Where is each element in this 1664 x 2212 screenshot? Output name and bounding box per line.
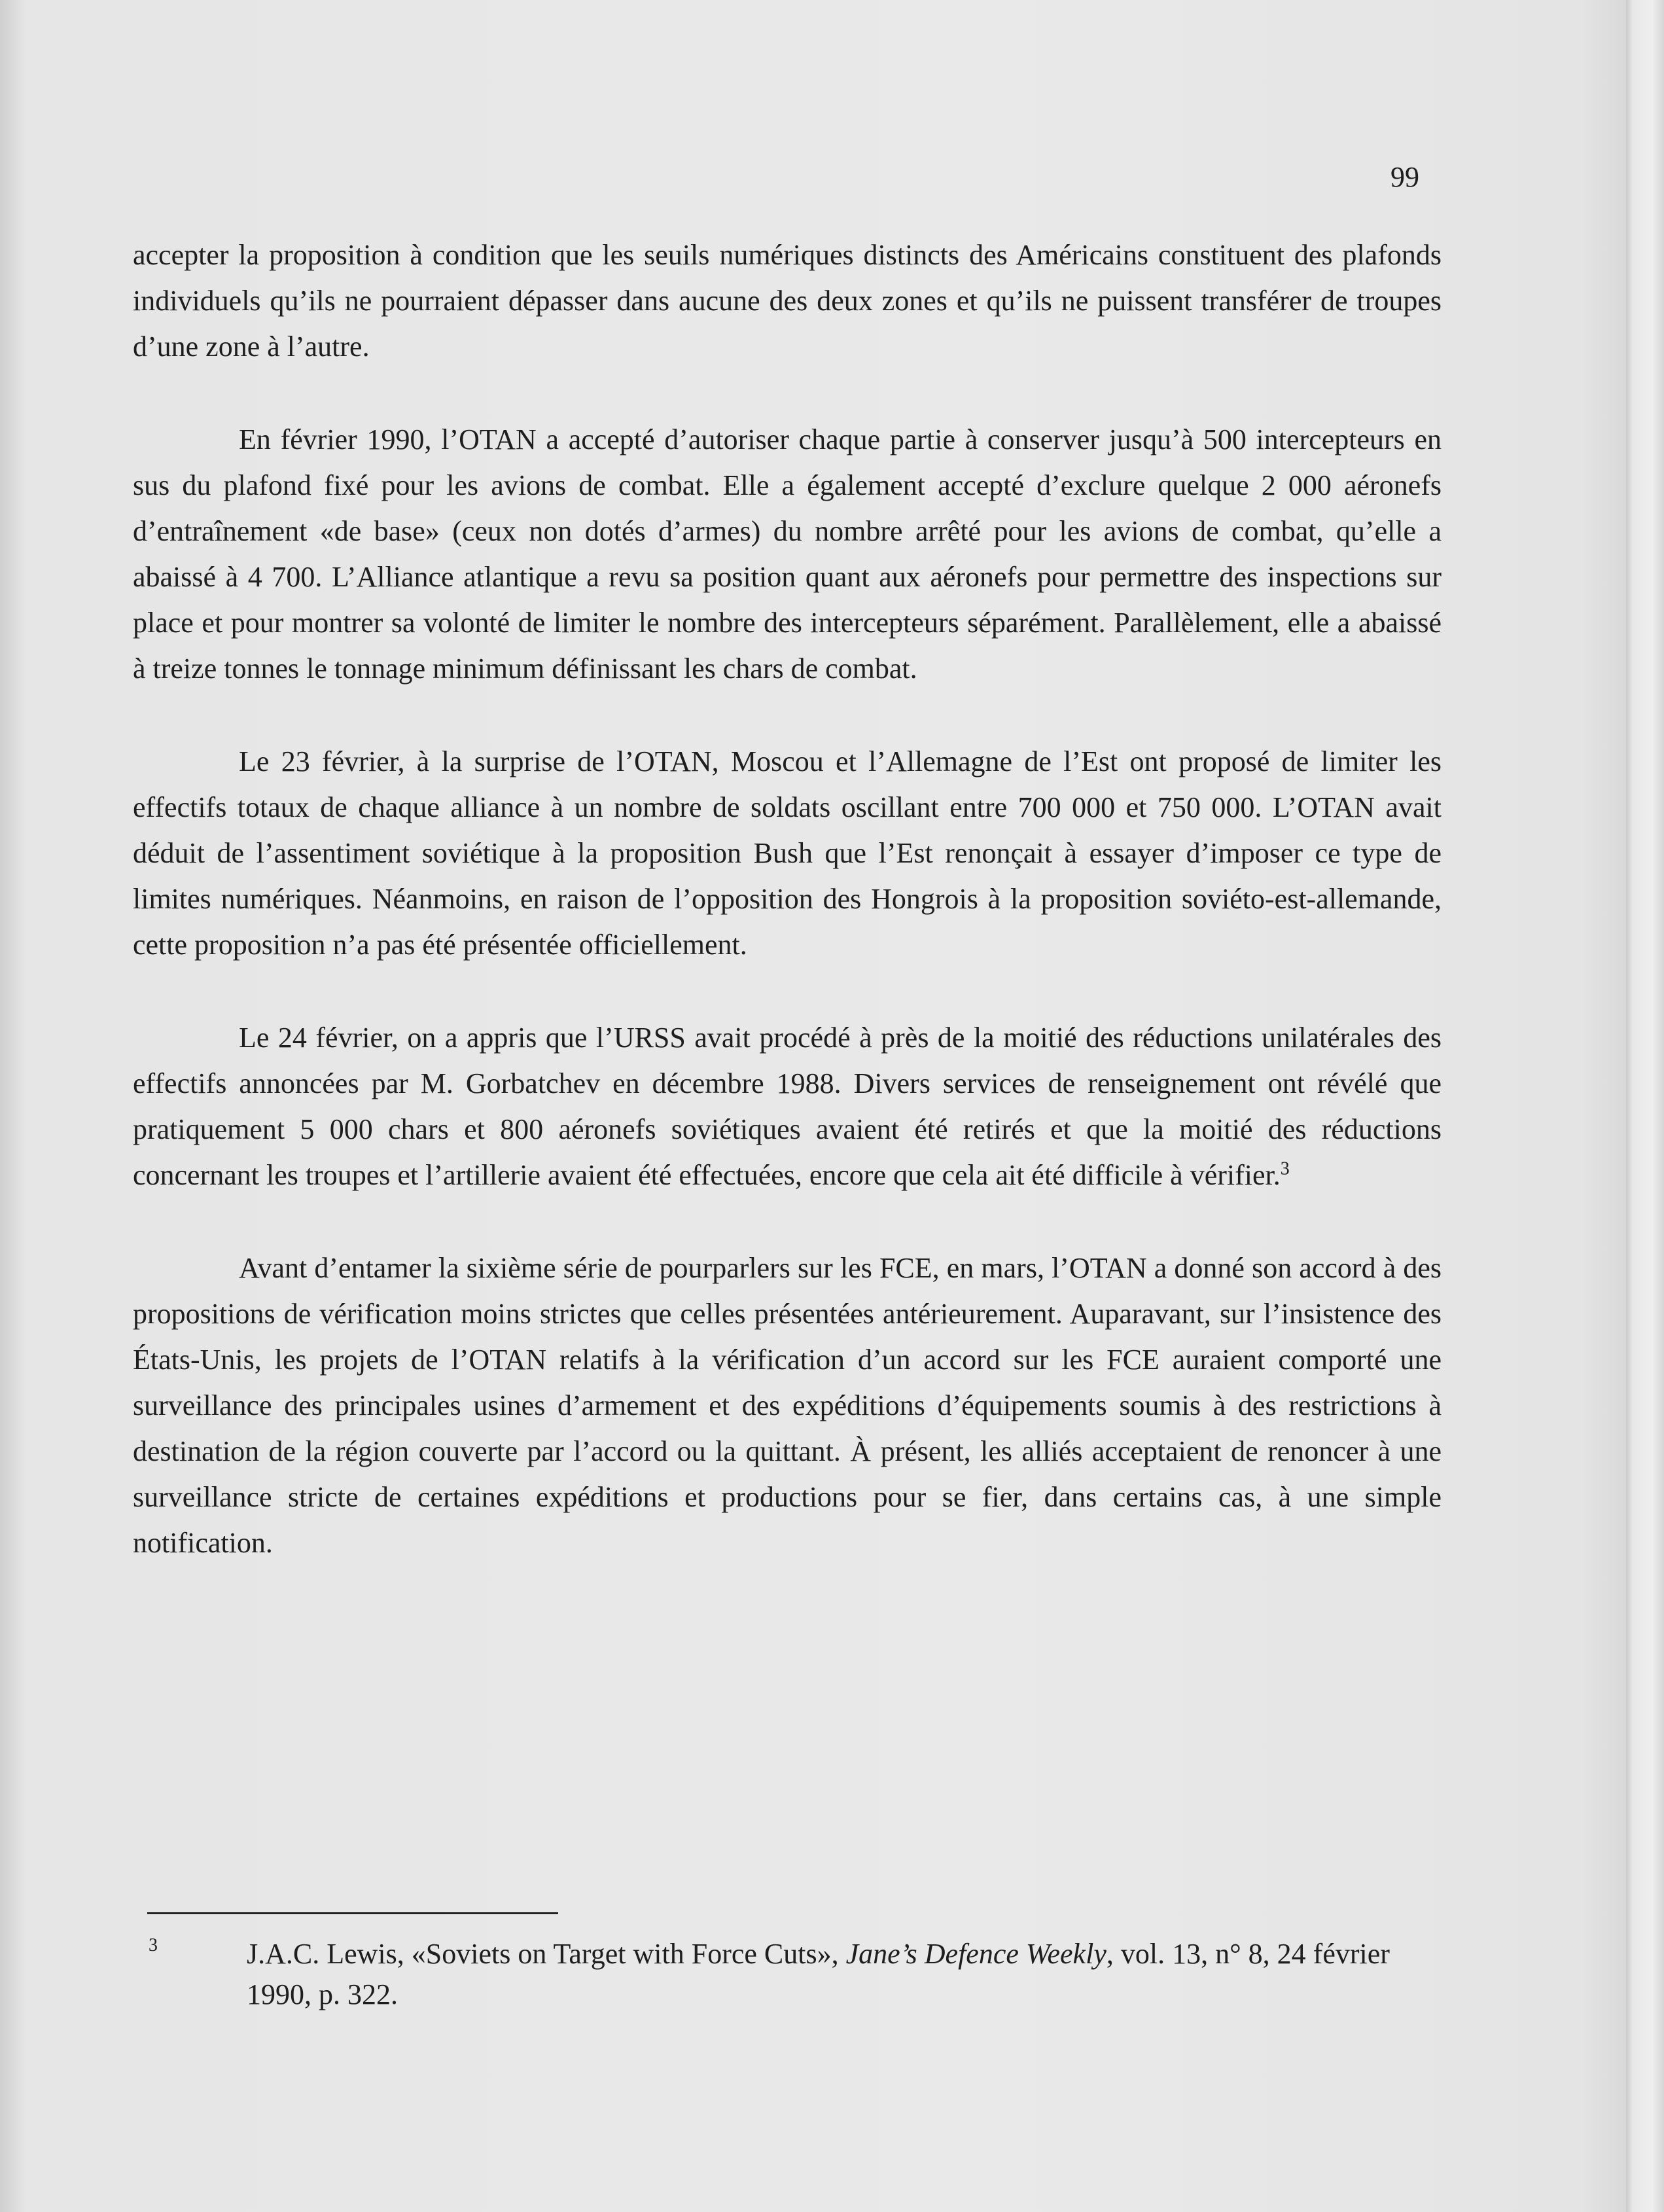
page-edge-shadow (1626, 0, 1664, 2212)
paragraph-1-text: accepter la proposition à condition que les seuils numériques distincts des Américains constituent des plafonds individuels qu’ils ne pourraient dépasser dans aucune des deux zones et qu’ils ne puissent transférer de troupes d’une zone à l’autre. (133, 239, 1442, 363)
paragraph-5 (133, 1245, 1442, 1566)
footnote-reference[interactable]: 3 (1280, 1158, 1290, 1179)
footnote-publication-title: Jane’s Defence Weekly (845, 1938, 1106, 1970)
footnote-separator (147, 1912, 558, 1914)
body-text (133, 232, 1442, 1613)
paragraph-3-text: Le 23 février, à la surprise de l’OTAN, Moscou et l’Allemagne de l’Est ont proposé de limiter les effectifs totaux de chaque alliance à un nombre de soldats oscillant entre 700 000 et 750 000. L’OTAN avait déduit de l’assentiment soviétique à la proposition Bush que l’Est renonçait à essayer d’imposer ce type de limites numériques. Néanmoins, en raison de l’opposition des Hongrois à la proposition soviéto-est-allemande, cette proposition n’a pas été présentée officiellement. (133, 745, 1442, 961)
footnote (147, 1934, 1443, 2015)
paragraph-4 (133, 1015, 1442, 1198)
footnote-marker: 3 (149, 1935, 158, 1955)
paragraph-2 (133, 417, 1442, 692)
page-number: 99 (1390, 161, 1419, 193)
paragraph-5-text: Avant d’entamer la sixième série de pourparlers sur les FCE, en mars, l’OTAN a donné son accord à des propositions de vérification moins strictes que celles présentées antérieurement. Auparavant, sur l’insistence des États-Unis, les projets de l’OTAN relatifs à la vérification d’un accord sur les FCE auraient comporté une surveillance des principales usines d’armement et des expéditions d’équipements soumis à des restrictions à destination de la région couverte par l’accord ou la quittant. À présent, les alliés acceptaient de renoncer à une surveillance stricte de certaines expéditions et productions pour se fier, dans certains cas, à une simple notification. (133, 1252, 1442, 1559)
paragraph-4-text: Le 24 février, on a appris que l’URSS avait procédé à près de la moitié des réductions unilatérales des effectifs annoncées par M. Gorbatchev en décembre 1988. Divers services de renseignement ont révélé que pratiquement 5 000 chars et 800 aéronefs soviétiques avaient été retirés et que la moitié des réductions concernant les troupes et l’artillerie avaient été effectuées, encore que cela ait été difficile à vérifier. (133, 1022, 1442, 1191)
paragraph-1 (133, 232, 1442, 370)
footnote-text (247, 1934, 1443, 2015)
paragraph-3 (133, 739, 1442, 968)
footnote-text-after: , vol. 13, n° 8, 24 février 1990, p. 322. (247, 1938, 1390, 2010)
footnote-text-before: J.A.C. Lewis, «Soviets on Target with Force Cuts», (247, 1938, 846, 1970)
paragraph-2-text: En février 1990, l’OTAN a accepté d’autoriser chaque partie à conserver jusqu’à 500 intercepteurs en sus du plafond fixé pour les avions de combat. Elle a également accepté d’exclure quelque 2 000 aéronefs d’entraînement «de base» (ceux non dotés d’armes) du nombre arrêté pour les avions de combat, qu’elle a abaissé à 4 700. L’Alliance atlantique a revu sa position quant aux aéronefs pour permettre des inspections sur place et pour montrer sa volonté de limiter le nombre des intercepteurs séparément. Parallèlement, elle a abaissé à treize tonnes le tonnage minimum définissant les chars de combat. (133, 423, 1442, 685)
